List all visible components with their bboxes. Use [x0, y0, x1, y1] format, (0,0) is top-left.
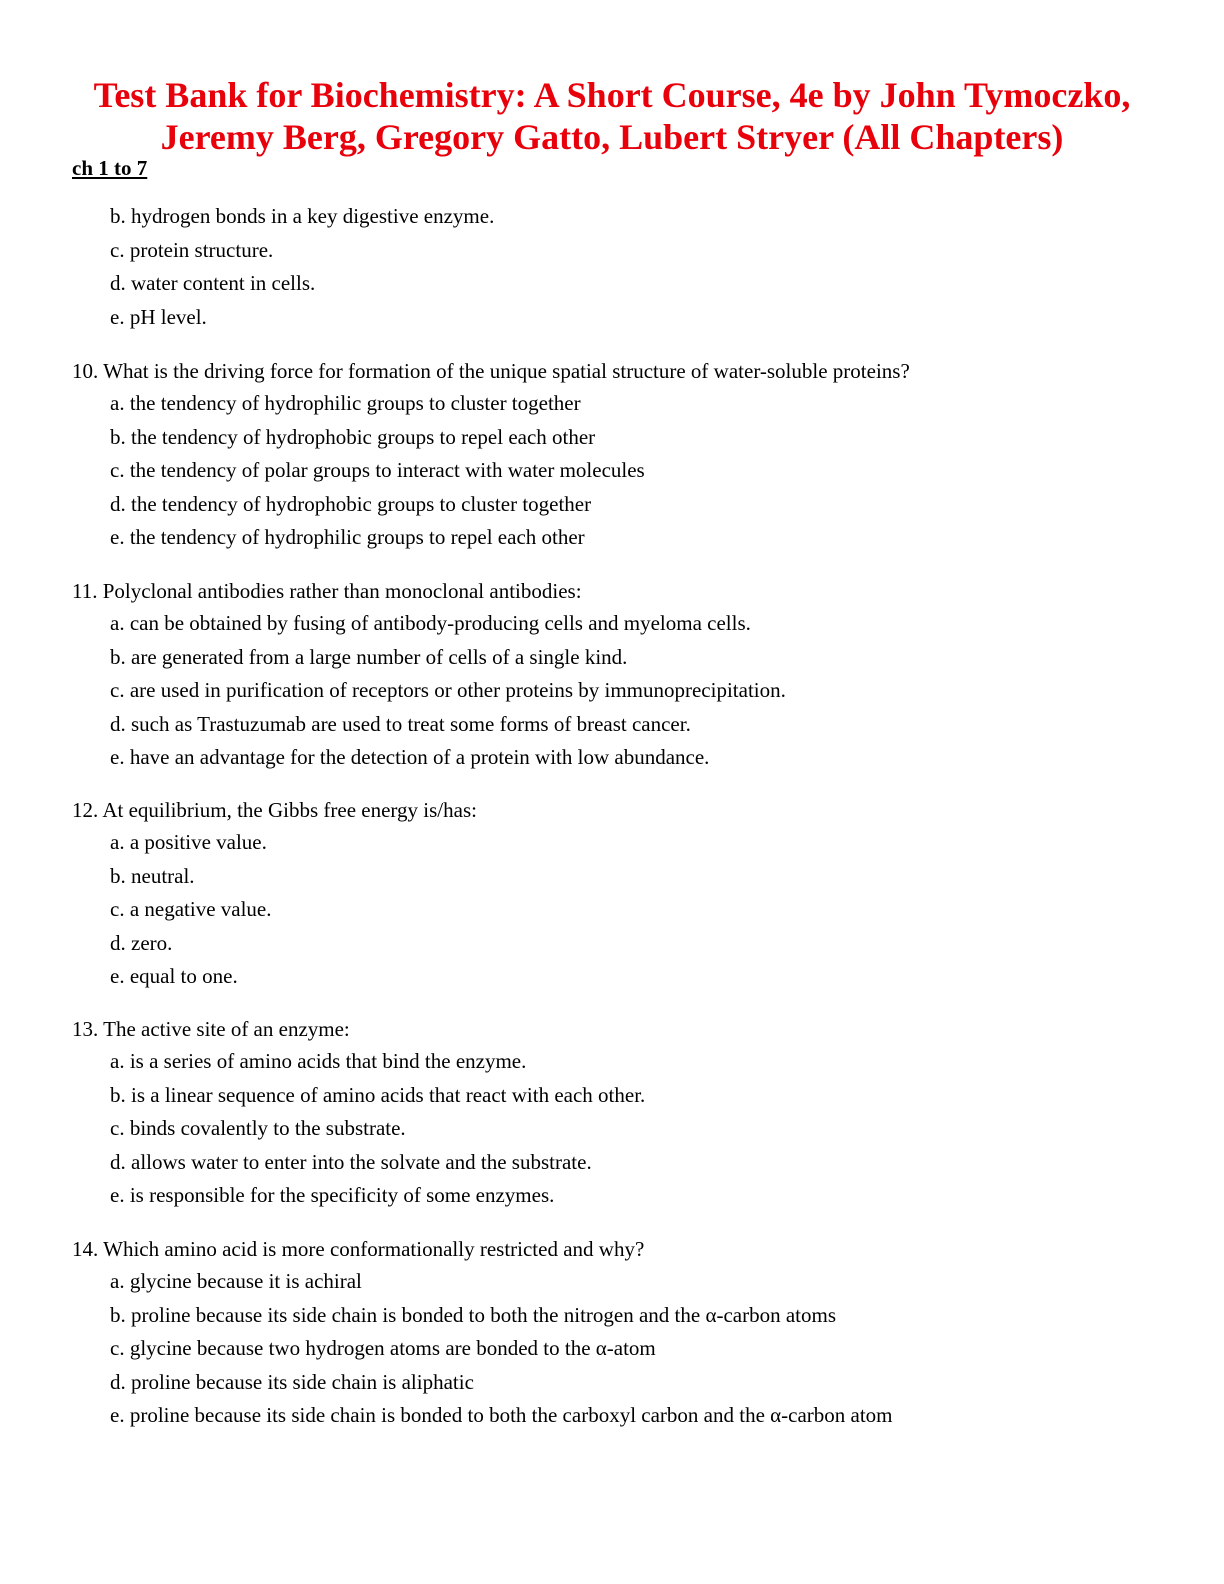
title-line-2: Jeremy Berg, Gregory Gatto, Lubert Stryer (All Chapters) [160, 117, 1064, 157]
option-item: d. zero. [110, 930, 173, 955]
chapter-range-heading: ch 1 to 7 [72, 156, 148, 180]
option-item: e. have an advantage for the detection of a protein with low abundance. [110, 745, 710, 769]
option-item: e. proline because its side chain is bonded to both the carboxyl carbon and the α-carbon atom [110, 1403, 893, 1427]
option-item: e. equal to one. [110, 964, 238, 988]
option-item: c. binds covalently to the substrate. [110, 1116, 406, 1140]
option-item: c. a negative value. [110, 897, 272, 921]
option-item: a. the tendency of hydrophilic groups to cluster together [110, 391, 581, 415]
question-13 [72, 1014, 1162, 1213]
option-item: d. such as Trastuzumab are used to treat some forms of breast cancer. [110, 711, 691, 736]
question-text: 12. At equilibrium, the Gibbs free energy is/has: [72, 798, 477, 822]
option-item: d. proline because its side chain is aliphatic [110, 1369, 474, 1394]
question-11 [72, 576, 1162, 775]
question-text: 10. What is the driving force for formation of the unique spatial structure of water-soluble proteins? [72, 359, 910, 383]
option-item: e. pH level. [110, 304, 207, 329]
option-item: c. are used in purification of receptors or other proteins by immunoprecipitation. [110, 678, 786, 702]
option-item: a. is a series of amino acids that bind the enzyme. [110, 1049, 527, 1073]
option-item: b. neutral. [110, 863, 195, 888]
option-item: b. the tendency of hydrophobic groups to repel each other [110, 424, 596, 449]
question-12 [72, 795, 1162, 994]
option-item: b. proline because its side chain is bonded to both the nitrogen and the α-carbon atoms [110, 1302, 836, 1327]
question-text: 11. Polyclonal antibodies rather than monoclonal antibodies: [72, 579, 582, 603]
option-item: c. protein structure. [110, 237, 274, 262]
option-item: e. is responsible for the specificity of some enzymes. [110, 1183, 555, 1207]
question-10 [72, 356, 1162, 555]
continued-options [72, 200, 1162, 334]
question-14 [72, 1234, 1162, 1433]
option-item: d. allows water to enter into the solvate and the substrate. [110, 1149, 592, 1174]
title-line-1: Test Bank for Biochemistry: A Short Course, 4e by John Tymoczko, [93, 75, 1131, 115]
option-item: b. is a linear sequence of amino acids that react with each other. [110, 1082, 646, 1107]
document-title [0, 74, 1224, 158]
option-item: d. water content in cells. [110, 271, 316, 295]
option-item: e. the tendency of hydrophilic groups to repel each other [110, 525, 585, 549]
option-item: d. the tendency of hydrophobic groups to cluster together [110, 491, 592, 516]
option-item: b. hydrogen bonds in a key digestive enzyme. [110, 204, 495, 228]
option-item: b. are generated from a large number of cells of a single kind. [110, 644, 628, 669]
option-item: a. can be obtained by fusing of antibody-producing cells and myeloma cells. [110, 611, 751, 635]
question-text: 13. The active site of an enzyme: [72, 1017, 350, 1041]
option-item: a. glycine because it is achiral [110, 1269, 362, 1293]
option-item: c. the tendency of polar groups to interact with water molecules [110, 458, 645, 482]
option-item: c. glycine because two hydrogen atoms are bonded to the α-atom [110, 1336, 656, 1360]
question-text: 14. Which amino acid is more conformationally restricted and why? [72, 1237, 645, 1261]
option-item: a. a positive value. [110, 830, 267, 854]
